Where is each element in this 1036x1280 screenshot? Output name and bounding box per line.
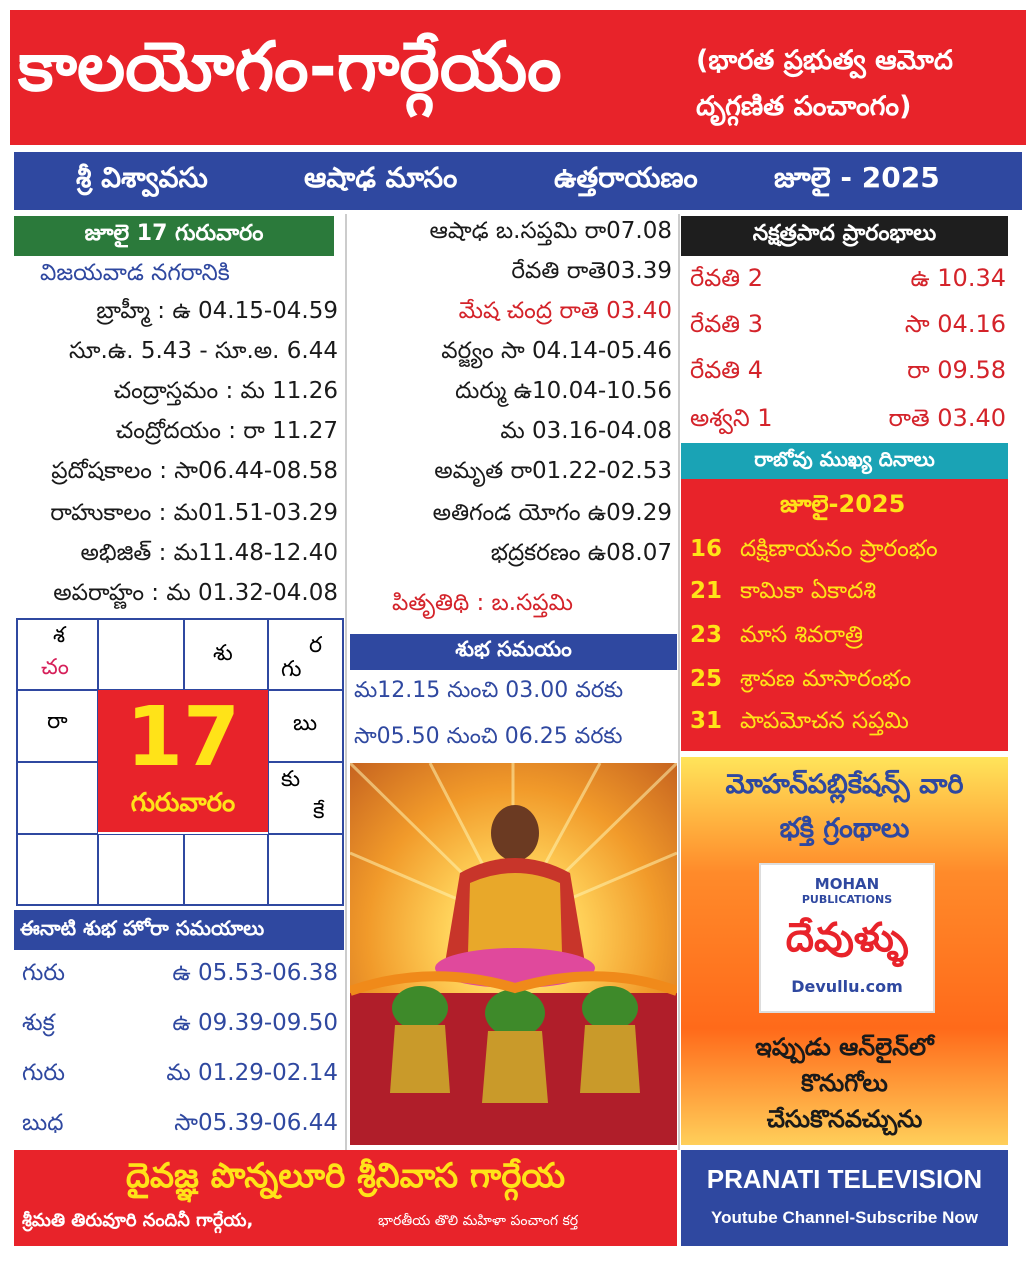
hora-time: మ 01.29-02.14 [166, 1060, 338, 1086]
chart-cell [98, 834, 184, 906]
ayana-name: ఉత్తరాయణం [554, 161, 698, 194]
hora-header: ఈనాటి శుభ హోరా సమయాలు [14, 910, 344, 950]
ad-cta-2: కొనుగోలు [801, 1069, 888, 1097]
pooja-photo [350, 763, 677, 1145]
column-divider [678, 214, 680, 1150]
tv-name: PRANATI TELEVISION [706, 1164, 983, 1194]
nakshatra-name: రేవతి 2 [690, 264, 763, 292]
month-year: జూలై - 2025 [774, 161, 940, 194]
city-label: విజయవాడ నగరానికి [40, 260, 230, 286]
upcoming-day: 21 [690, 578, 723, 604]
hora-planet: గురు [22, 1060, 65, 1086]
panchang-row: మ 03.16-04.08 [500, 418, 672, 444]
chart-cell [98, 618, 184, 690]
upcoming-event: పాపమోచన సప్తమి [740, 708, 909, 734]
hora-planet: బుధ [22, 1110, 64, 1136]
chart-cell [184, 834, 268, 906]
hora-time: సా05.39-06.44 [174, 1110, 338, 1136]
timing-row: సూ.ఉ. 5.43 - సూ.అ. 6.44 [69, 338, 338, 364]
nakshatra-name: అశ్వని 1 [690, 404, 773, 432]
upcoming-day: 31 [690, 708, 723, 734]
chart-cell [268, 690, 344, 762]
chart-planet: శ [53, 623, 66, 648]
upcoming-header: రాబోవు ముఖ్య దినాలు [681, 443, 1008, 479]
tv-subscribe: Youtube Channel-Subscribe Now [711, 1208, 978, 1227]
timing-row: చంద్రాస్తమం : మ 11.26 [113, 378, 338, 404]
shubha-row: సా05.50 నుంచి 06.25 వరకు [354, 724, 623, 749]
co-author-name: శ్రీమతి తిరువూరి నందినీ గార్గేయ, [22, 1210, 254, 1231]
chart-cell [16, 690, 98, 762]
panchang-row: రేవతి రాతె03.39 [511, 258, 672, 284]
chart-planet: ర [309, 633, 323, 658]
chart-planet: శు [213, 641, 233, 666]
panchang-row: అతిగండ యోగం ఉ09.29 [432, 500, 672, 526]
nakshatra-time: ఉ 10.34 [910, 264, 1006, 292]
chart-cell [268, 762, 344, 834]
panchang-row: మేష చంద్ర రాతె 03.40 [458, 298, 672, 324]
upcoming-event: శ్రావణ మాసారంభం [740, 666, 912, 692]
pitru-tithi: పితృతిథి : బ.సప్తమి [392, 590, 573, 616]
ad-line-1: మోహన్‌పబ్లికేషన్స్ వారి [725, 769, 964, 800]
logo-brand-top: MOHAN [814, 875, 880, 893]
subtitle-line-1: (భారత ప్రభుత్వ ఆమోద [696, 45, 953, 76]
upcoming-event: మాస శివరాత్రి [740, 622, 864, 648]
logo-brand-name: దేవుళ్ళు [785, 915, 909, 961]
devullu-logo [759, 863, 935, 1013]
nakshatra-time: రా 09.58 [907, 356, 1006, 384]
panchang-row: భద్రకరణం ఉ08.07 [490, 540, 672, 566]
chart-planet: కు [281, 767, 301, 792]
author-name: దైవజ్ఞ పొన్నలూరి శ్రీనివాస గార్గేయ [125, 1156, 566, 1196]
hora-planet: శుక్ర [22, 1010, 55, 1036]
nakshatra-time: సా 04.16 [904, 310, 1006, 338]
date-number: 17 [125, 690, 241, 785]
calendar-info-bar [14, 152, 1022, 210]
page-title: కాలయోగం-గార్గేయం [18, 28, 562, 107]
hora-time: ఉ 05.53-06.38 [172, 960, 338, 986]
panchang-row: ఆషాఢ బ.సప్తమి రా07.08 [429, 218, 672, 244]
ad-cta-1: ఇప్పుడు ఆన్‌లైన్‌లో [755, 1033, 934, 1061]
upcoming-event: దక్షిణాయనం ప్రారంభం [740, 536, 938, 562]
panchang-row: దుర్ము ఉ10.04-10.56 [455, 378, 672, 404]
chart-cell [16, 618, 98, 690]
shubha-header: శుభ సమయం [350, 634, 677, 670]
nakshatra-name: రేవతి 3 [690, 310, 763, 338]
page-subtitle [696, 38, 953, 130]
panchang-row: అమృత రా01.22-02.53 [434, 458, 672, 484]
co-author-note: భారతీయ తొలి మహిళా పంచాంగ కర్త [378, 1213, 579, 1229]
timing-row: ప్రదోషకాలం : సా06.44-08.58 [51, 458, 338, 484]
chart-cell [16, 834, 98, 906]
chart-cell [268, 618, 344, 690]
column-divider [345, 214, 347, 1150]
ad-cta-3: చేసుకొనవచ్చును [766, 1105, 923, 1133]
date-badge [98, 690, 268, 832]
subtitle-line-2: దృగ్గణిత పంచాంగం) [696, 91, 912, 122]
chart-planet: రా [47, 709, 68, 734]
year-name: శ్రీ విశ్వావసు [76, 161, 208, 194]
upcoming-event: కామికా ఏకాదశి [740, 578, 876, 604]
nakshatra-header: నక్షత్రపాద ప్రారంభాలు [681, 216, 1008, 256]
tv-channel-banner[interactable] [681, 1150, 1008, 1246]
upcoming-month: జూలై-2025 [780, 490, 906, 518]
upcoming-day: 23 [690, 622, 723, 648]
timing-row: బ్రాహ్మీ : ఉ 04.15-04.59 [96, 298, 338, 324]
hora-planet: గురు [22, 960, 65, 986]
date-weekday: గురువారం [130, 788, 236, 818]
chart-cell [184, 618, 268, 690]
nakshatra-name: రేవతి 4 [690, 356, 763, 384]
shubha-row: మ12.15 నుంచి 03.00 వరకు [354, 678, 624, 703]
chart-cell [16, 762, 98, 834]
upcoming-day: 16 [690, 536, 723, 562]
publication-ad[interactable] [681, 757, 1008, 1145]
author-footer [14, 1150, 677, 1246]
chart-cell [268, 834, 344, 906]
panchang-row: వర్జ్యం సా 04.14-05.46 [441, 338, 672, 364]
timing-row: అపరాహ్ణం : మ 01.32-04.08 [53, 580, 338, 606]
upcoming-day: 25 [690, 666, 723, 692]
logo-url: Devullu.com [791, 977, 903, 996]
logo-brand-sub: PUBLICATIONS [801, 893, 893, 906]
hora-time: ఉ 09.39-09.50 [172, 1010, 338, 1036]
pooja-illustration [350, 763, 677, 1145]
chart-planet: కే [313, 799, 325, 824]
timing-row: అభిజిత్ : మ11.48-12.40 [80, 540, 338, 566]
chart-planet: చం [41, 655, 69, 680]
ad-line-2: భక్తి గ్రంథాలు [779, 813, 910, 844]
month-name: ఆషాఢ మాసం [304, 161, 458, 194]
timing-row: చంద్రోదయం : రా 11.27 [115, 418, 338, 444]
timing-row: రాహుకాలం : మ01.51-03.29 [50, 500, 338, 526]
date-header: జూలై 17 గురువారం [14, 216, 334, 256]
chart-planet: బు [293, 711, 318, 736]
chart-planet: గు [281, 657, 302, 682]
nakshatra-time: రాతె 03.40 [888, 404, 1006, 432]
